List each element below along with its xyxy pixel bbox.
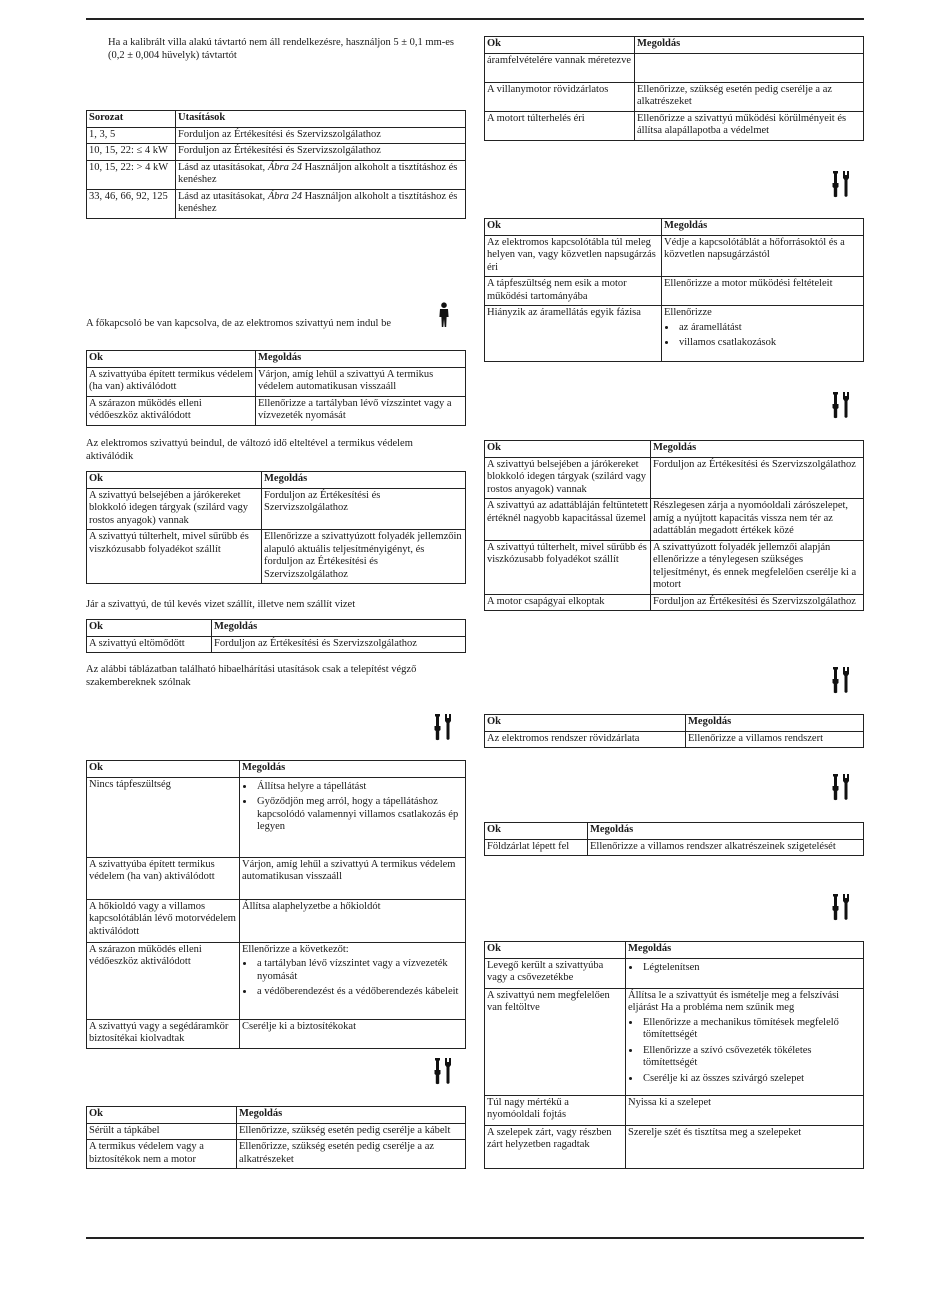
table-cell: A tápfeszültség nem esik a motor működési tartományába <box>485 277 662 306</box>
series-header: Sorozat <box>87 111 176 128</box>
table-cell: Forduljon az Értékesítési és Szervizszolgálathoz <box>262 488 466 530</box>
bullet-item: • Ellenőrizze a szívó csővezeték tökéletes tömítettségét <box>641 1045 861 1070</box>
person-icon <box>436 302 452 328</box>
table-row <box>87 488 466 530</box>
table-cell: A szivattyú belsejében a járókereket blokkoló idegen tárgyak (szilárd vagy rostos anyagok) vannak <box>87 488 262 530</box>
table-cell <box>662 306 864 362</box>
table-header-cell: Megoldás <box>635 37 864 54</box>
table-row <box>485 1125 864 1168</box>
tools-icon <box>830 391 852 419</box>
table-cell <box>626 958 864 988</box>
table-header-cell: Megoldás <box>651 441 864 458</box>
table-cell: Ellenőrizze a szivattyú működési körülményeit és állítsa alapállapotba a védelmet <box>635 111 864 140</box>
troubleshooting-table <box>484 218 864 362</box>
table-cell: A szárazon működés elleni védőeszköz aktiválódott <box>87 942 240 1019</box>
table-cell: Forduljon az Értékesítési és Szervizszolgálathoz <box>176 144 466 161</box>
table-row <box>87 777 466 857</box>
table-cell: Cserélje ki a biztosítékokat <box>240 1019 466 1048</box>
table-cell: Ellenőrizze a villamos rendszert <box>686 731 864 748</box>
table-cell: Az elektromos rendszer rövidzárlata <box>485 731 686 748</box>
figure-ref[interactable]: Ábra 24 <box>267 190 302 202</box>
tools-icon <box>432 713 454 741</box>
table-row <box>87 1019 466 1048</box>
table-cell <box>635 53 864 82</box>
table-cell: A motort túlterhelés éri <box>485 111 635 140</box>
table-cell: A szivattyú belsejében a járókereket blokkoló idegen tárgyak (szilárd vagy rostos anyagok) vannak <box>485 457 651 499</box>
table-header-cell: Ok <box>87 761 240 778</box>
section-heading: A főkapcsoló be van kapcsolva, de az elektromos szivattyú nem indul be <box>86 318 391 329</box>
table-cell: Lásd az utasításokat, Ábra 24 Használjon alkoholt a tisztításhoz és kenéshez <box>176 160 466 189</box>
bullet-item: • Cserélje ki az összes szivárgó szelepet <box>641 1073 861 1086</box>
table-header-cell: Megoldás <box>240 761 466 778</box>
table-row <box>485 731 864 748</box>
table-cell: Ellenőrizze, szükség esetén pedig cserélje a kábelt <box>237 1123 466 1140</box>
table-header-cell: Ok <box>485 823 588 840</box>
table-row <box>87 127 466 144</box>
bullet-item: • Állítsa helyre a tápellátást <box>255 781 463 794</box>
troubleshooting-table <box>484 440 864 611</box>
tools-icon <box>830 773 852 801</box>
table-row <box>485 235 864 277</box>
section-heading: Az alábbi táblázatban található hibaelhárítási utasítások csak a telepítést végző szakembereknek szólnak <box>86 664 417 688</box>
table-header-cell: Megoldás <box>237 1107 466 1124</box>
table-cell <box>626 988 864 1095</box>
instructions-header: Utasítások <box>176 111 466 128</box>
troubleshooting-table <box>484 36 864 141</box>
table-cell: Forduljon az Értékesítési és Szervizszolgálathoz <box>651 594 864 611</box>
tools-icon <box>830 666 852 694</box>
bullet-list <box>242 958 463 999</box>
table-cell: Várjon, amíg lehűl a szivattyú A termikus védelem automatikusan visszaáll <box>256 367 466 396</box>
top-rule <box>86 18 864 20</box>
table-row <box>87 189 466 218</box>
table-row <box>87 1123 466 1140</box>
table-row <box>87 857 466 899</box>
table-cell: Állítsa alaphelyzetbe a hőkioldót <box>240 899 466 942</box>
cell-text: Ellenőrizze a következőt: <box>242 943 349 955</box>
table-row <box>87 396 466 425</box>
table-cell: Szerelje szét és tisztítsa meg a szelepeket <box>626 1125 864 1168</box>
table-cell: 33, 46, 66, 92, 125 <box>87 189 176 218</box>
table-header-cell: Megoldás <box>588 823 864 840</box>
table-header-cell: Ok <box>485 219 662 236</box>
table-row <box>485 82 864 111</box>
figure-ref[interactable]: Ábra 24 <box>267 161 302 173</box>
table-header-cell: Ok <box>485 942 626 959</box>
tools-icon <box>830 893 852 921</box>
table-cell: Nyissa ki a szelepet <box>626 1095 864 1125</box>
table-header-cell: Ok <box>485 441 651 458</box>
table-row <box>485 111 864 140</box>
troubleshooting-table <box>86 1106 466 1169</box>
table-cell: Lásd az utasításokat, Ábra 24 Használjon alkoholt a tisztításhoz és kenéshez <box>176 189 466 218</box>
troubleshooting-table <box>86 619 466 653</box>
table-cell: A motor csapágyai elkoptak <box>485 594 651 611</box>
troubleshooting-table <box>86 350 466 426</box>
table-row <box>485 53 864 82</box>
table-header-cell: Megoldás <box>256 351 466 368</box>
table-cell: Ellenőrizze a tartályban lévő vízszintet vagy a vízvezeték nyomását <box>256 396 466 425</box>
section-heading: Az elektromos szivattyú beindul, de változó idő elteltével a termikus védelem aktiválódik <box>86 438 413 462</box>
table-cell: Sérült a tápkábel <box>87 1123 237 1140</box>
table-cell: Részlegesen zárja a nyomóoldali zárószelepet, amíg a nyújtott kapacitás vissza nem tér az adattáblán megadott értékek közé <box>651 499 864 541</box>
table-cell: A szivattyú nem megfelelően van feltöltve <box>485 988 626 1095</box>
table-row <box>87 636 466 653</box>
table-cell: A szivattyú túlterhelt, mivel sűrűbb és viszkózusabb folyadékot szállít <box>485 540 651 594</box>
table-cell: Várjon, amíg lehűl a szivattyú A termikus védelem automatikusan visszaáll <box>240 857 466 899</box>
table-cell: Forduljon az Értékesítési és Szervizszolgálathoz <box>212 636 466 653</box>
table-cell: A szivattyú az adattábláján feltüntetett értéknél nagyobb kapacitással üzemel <box>485 499 651 541</box>
table-row <box>87 160 466 189</box>
table-row <box>485 1095 864 1125</box>
table-cell: A szivattyúzott folyadék jellemzői alapján ellenőrizze a ténylegesen szükséges teljesítményt, és ennek megfelelően cserélje ki a motort <box>651 540 864 594</box>
table-cell: Ellenőrizze a szivattyúzott folyadék jellemzőin alapuló aktuális teljesítményigényt, és forduljon az Értékesítési és Szervizszolgálathoz <box>262 530 466 584</box>
table-cell: áramfelvételére vannak méretezve <box>485 53 635 82</box>
table-row <box>87 899 466 942</box>
table-cell: Túl nagy mértékű a nyomóoldali fojtás <box>485 1095 626 1125</box>
table-cell <box>240 777 466 857</box>
bullet-item: • villamos csatlakozások <box>677 337 861 350</box>
table-row <box>87 1140 466 1169</box>
bullet-item: • az áramellátást <box>677 322 861 335</box>
bullet-list <box>628 1017 861 1086</box>
table-header-cell: Megoldás <box>662 219 864 236</box>
table-row <box>485 277 864 306</box>
table-cell: 10, 15, 22: ≤ 4 kW <box>87 144 176 161</box>
table-header-cell: Ok <box>87 472 262 489</box>
troubleshooting-table <box>86 760 466 1049</box>
table-cell: 1, 3, 5 <box>87 127 176 144</box>
table-cell: Védje a kapcsolótáblát a hőforrásoktól és a közvetlen napsugárzástól <box>662 235 864 277</box>
table-row <box>485 499 864 541</box>
table-cell: Ellenőrizze a villamos rendszer alkatrészeinek szigetelését <box>588 839 864 856</box>
table-cell: A szelepek zárt, vagy részben zárt helyzetben ragadtak <box>485 1125 626 1168</box>
bullet-item: • Ellenőrizze a mechanikus tömítések megfelelő tömítettségét <box>641 1017 861 1042</box>
table-row <box>485 306 864 362</box>
table-row <box>87 144 466 161</box>
cell-text: Állítsa le a szivattyút és ismételje meg a felszívási eljárást Ha a probléma nem szűnik meg <box>628 989 840 1013</box>
bullet-item: • Légtelenítsen <box>641 962 861 975</box>
bottom-rule <box>86 1237 864 1239</box>
bullet-list <box>242 781 463 834</box>
table-row <box>485 958 864 988</box>
bullet-item: • Győződjön meg arról, hogy a tápellátáshoz kapcsolódó valamennyi villamos csatlakozás ép legyen <box>255 796 463 834</box>
table-cell: Ellenőrizze, szükség esetén pedig cserélje a az alkatrészeket <box>635 82 864 111</box>
table-cell: A szivattyú túlterhelt, mivel sűrűbb és viszkózusabb folyadékot szállít <box>87 530 262 584</box>
bullet-list <box>628 962 861 975</box>
table-cell: A hőkioldó vagy a villamos kapcsolótáblán lévő motorvédelem aktiválódott <box>87 899 240 942</box>
table-cell: Földzárlat lépett fel <box>485 839 588 856</box>
table-cell: A szivattyúba épített termikus védelem (ha van) aktiválódott <box>87 367 256 396</box>
troubleshooting-table <box>484 822 864 856</box>
table-row <box>485 988 864 1095</box>
table-cell: Ellenőrizze a motor működési feltételeit <box>662 277 864 306</box>
table-header-cell: Ok <box>485 37 635 54</box>
table-header-cell: Megoldás <box>262 472 466 489</box>
table-header-cell: Ok <box>485 715 686 732</box>
table-row <box>485 839 864 856</box>
table-row <box>485 540 864 594</box>
table-header-cell: Ok <box>87 351 256 368</box>
table-cell: Forduljon az Értékesítési és Szervizszolgálathoz <box>651 457 864 499</box>
table-cell: A szivattyú vagy a segédáramkör biztosítékai kiolvadtak <box>87 1019 240 1048</box>
bullet-item: • a tartályban lévő vízszintet vagy a vízvezeték nyomását <box>255 958 463 983</box>
table-header-cell: Megoldás <box>212 620 466 637</box>
series-table <box>86 110 466 219</box>
table-row <box>485 594 864 611</box>
troubleshooting-table <box>484 941 864 1169</box>
tools-icon <box>432 1057 454 1085</box>
table-row <box>87 530 466 584</box>
table-cell: A szárazon működés elleni védőeszköz aktiválódott <box>87 396 256 425</box>
table-row <box>87 367 466 396</box>
table-cell: Ellenőrizze, szükség esetén pedig cserélje a az alkatrészeket <box>237 1140 466 1169</box>
bullet-list <box>664 322 861 350</box>
table-cell: Forduljon az Értékesítési és Szervizszolgálathoz <box>176 127 466 144</box>
table-cell: Hiányzik az áramellátás egyik fázisa <box>485 306 662 362</box>
table-header-cell: Megoldás <box>626 942 864 959</box>
table-cell: Levegő került a szivattyúba vagy a csővezetékbe <box>485 958 626 988</box>
table-header-cell: Ok <box>87 620 212 637</box>
bullet-item: • a védőberendezést és a védőberendezés kábeleit <box>255 986 463 999</box>
troubleshooting-table <box>484 714 864 748</box>
table-cell: A szivattyúba épített termikus védelem (ha van) aktiválódott <box>87 857 240 899</box>
table-row <box>485 457 864 499</box>
table-cell: A termikus védelem vagy a biztosítékok nem a motor <box>87 1140 237 1169</box>
intro-note: Ha a kalibrált villa alakú távtartó nem áll rendelkezésre, használjon 5 ± 0,1 mm-es (0,2 ± 0,004 hüvelyk) távtartót <box>108 37 455 61</box>
table-header-cell: Megoldás <box>686 715 864 732</box>
table-header-cell: Ok <box>87 1107 237 1124</box>
table-cell: A villanymotor rövidzárlatos <box>485 82 635 111</box>
table-cell: 10, 15, 22: > 4 kW <box>87 160 176 189</box>
table-cell: Az elektromos kapcsolótábla túl meleg helyen van, vagy közvetlen napsugárzás éri <box>485 235 662 277</box>
table-cell: Nincs tápfeszültség <box>87 777 240 857</box>
tools-icon <box>830 170 852 198</box>
table-cell: A szivattyú eltömődött <box>87 636 212 653</box>
table-row <box>87 942 466 1019</box>
cell-text: Ellenőrizze <box>664 307 712 318</box>
section-heading: Jár a szivattyú, de túl kevés vizet szállít, illetve nem szállít vizet <box>86 599 356 610</box>
troubleshooting-table <box>86 471 466 584</box>
table-cell <box>240 942 466 1019</box>
